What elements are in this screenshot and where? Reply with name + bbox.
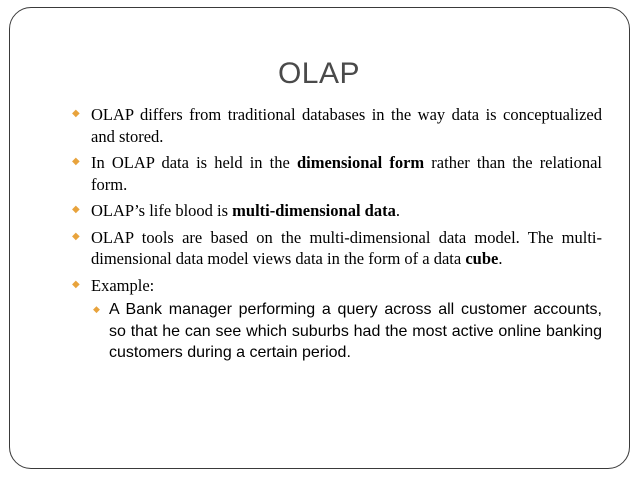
bullet-text: OLAP’s life blood is	[91, 201, 233, 220]
bullet-bold-text: multi-dimensional data	[232, 201, 396, 220]
bullet-bold-text: cube	[465, 249, 499, 268]
diamond-bullet-icon: ◆	[72, 204, 80, 215]
diamond-bullet-icon: ◆	[93, 304, 100, 314]
bullet-text: .	[395, 201, 400, 220]
bullet-item	[69, 275, 602, 364]
diamond-bullet-icon: ◆	[72, 108, 80, 119]
slide-title: OLAP	[277, 57, 361, 90]
bullet-item	[69, 152, 602, 195]
bullet-text: OLAP differs from traditional databases in the way data is conceptualized and stored.	[91, 105, 602, 146]
sub-bullet-item	[91, 299, 602, 364]
diamond-bullet-icon: ◆	[72, 230, 80, 242]
bullet-text: .	[498, 249, 503, 268]
sub-bullet-text: A Bank manager performing a query across all customer accounts, so that he can see which suburbs had the most active online banking customers during a certain period.	[109, 301, 602, 361]
bullet-item	[69, 104, 602, 147]
bullet-list	[69, 104, 602, 369]
diamond-bullet-icon: ◆	[72, 278, 80, 290]
diamond-bullet-icon: ◆	[72, 156, 80, 167]
bullet-text: Example:	[91, 275, 155, 295]
bullet-item	[69, 227, 602, 270]
bullet-text: rather than the relational form.	[91, 153, 602, 194]
bullet-text: OLAP tools are based on the multi-dimensional data model. The multi-dimensional data model views data in the form of a data	[91, 227, 602, 268]
bullet-item	[69, 200, 602, 222]
bullet-bold-text: dimensional form	[296, 153, 425, 172]
sub-bullet-list	[91, 299, 602, 364]
bullet-text: In OLAP data is held in the	[91, 153, 297, 172]
